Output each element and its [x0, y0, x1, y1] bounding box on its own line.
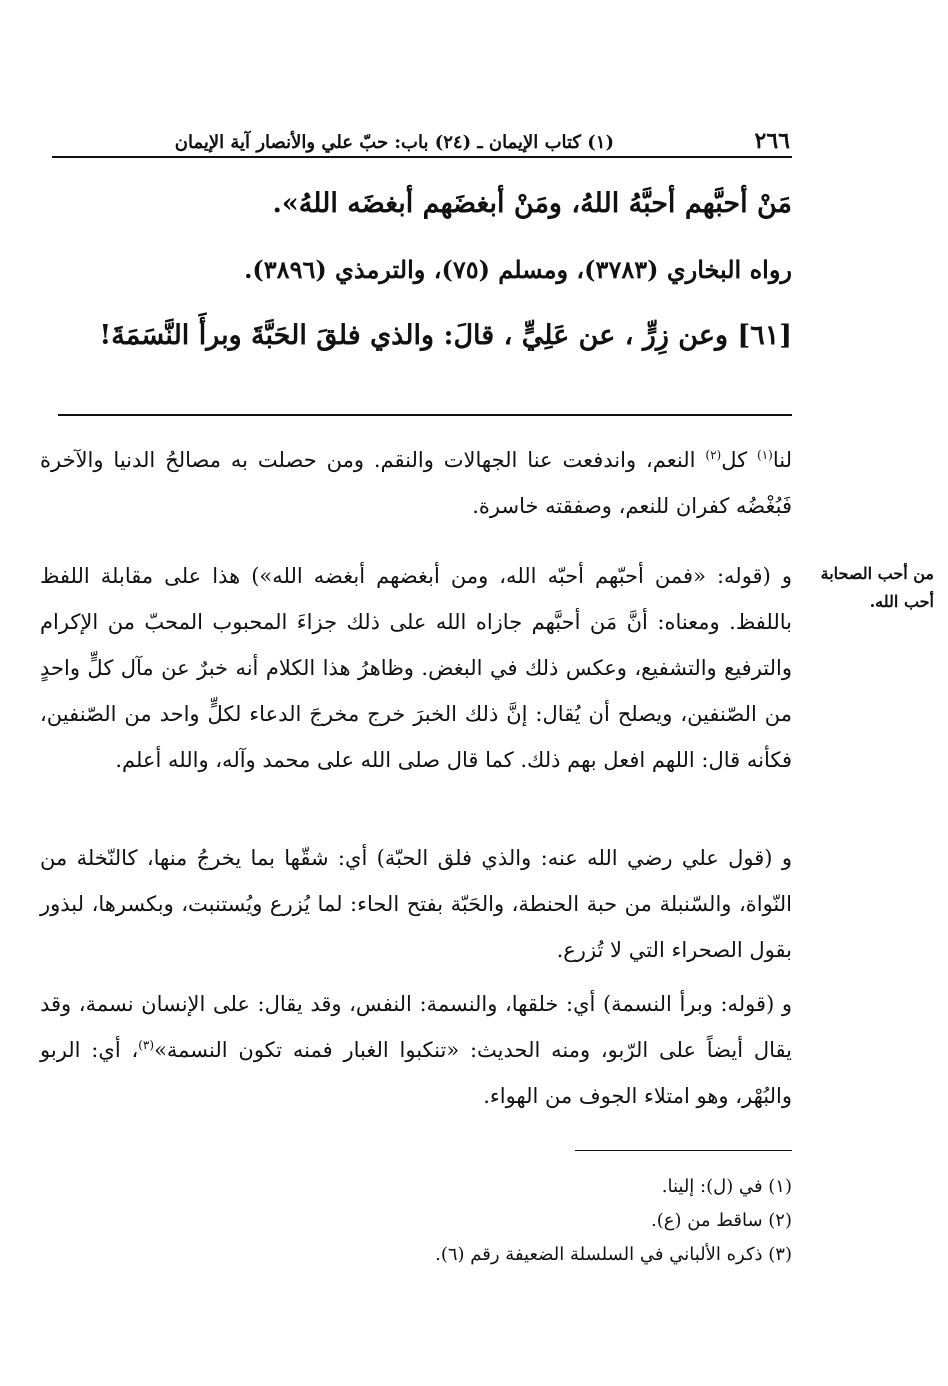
- page-number: ٢٦٦: [754, 128, 790, 154]
- commentary-paragraph-4: [40, 981, 792, 1119]
- hadith-line-1: مَنْ أحبَّهم أحبَّهُ اللهُ، ومَنْ أبغضَهم أبغضَه اللهُ».: [272, 188, 792, 219]
- hadith-61-opening: [٦١] وعن زِرٍّ ، عن عَلِيٍّ ، قالَ: والذي فلقَ الحَبَّةَ وبرأَ النَّسَمَةَ!: [99, 320, 792, 351]
- footnotes: [40, 1170, 792, 1272]
- footnote-divider: [575, 1150, 792, 1151]
- margin-note: من أحب الصحابة أحب الله.: [820, 564, 934, 611]
- footnote-ref-1: (١): [757, 448, 773, 462]
- p4-text-b: ، أي: الربو والبُهْر، وهو امتلاء الجوف من الهواء.: [40, 1038, 792, 1108]
- p1-text-b: كل: [721, 448, 758, 472]
- commentary-paragraph-1: [40, 437, 792, 529]
- footnote-ref-3: (٣): [138, 1038, 155, 1052]
- footnote-2: (٢) ساقط من (ع).: [651, 1210, 792, 1231]
- page-header: [52, 128, 790, 158]
- p1-text-a: لنا: [772, 448, 792, 472]
- hadith-citation: رواه البخاري (٣٧٨٣)، ومسلم (٧٥)، والترمذي (٣٨٩٦).: [244, 255, 792, 284]
- footnote-3: (٣) ذكره الألباني في السلسلة الضعيفة رقم (٦).: [435, 1244, 792, 1265]
- p1-text-c: النعم، واندفعت عنا الجهالات والنقم. ومن حصلت به مصالحُ الدنيا والآخرة فَبُغْضُه كفران للنعم، وصفقته خاسرة.: [40, 448, 792, 518]
- footnote-1: (١) في (ل): إلينا.: [661, 1176, 792, 1197]
- section-divider: [58, 414, 792, 416]
- header-divider: [52, 156, 792, 158]
- commentary-paragraph-2: و (قوله: «فمن أحبّهم أحبّه الله، ومن أبغضهم أبغضه الله») هذا على مقابلة اللفظ باللفظ. ومعناه: أنَّ مَن أحبَّهم جازاه الله على ذلك جزاءَ المحبوب المحبّ من الإكرام والترفيع والتشفيع، وعكس ذلك في البغض. وظاهرُ هذا الكلام أنه خبرٌ عن مآل كلٍّ واحدٍ من الصّنفين، ويصلح أن يُقال: إنَّ ذلك الخبرَ خرج مخرجَ الدعاء لكلٍّ واحد من الصّنفين، فكأنه قال: اللهم افعل بهم ذلك. كما قال صلى الله على محمد وآله، والله أعلم.: [40, 564, 792, 772]
- running-title: (١) كتاب الإيمان ـ (٢٤) باب: حبّ علي والأنصار آية الإيمان: [174, 132, 614, 153]
- commentary-paragraph-3: و (قول علي رضي الله عنه: والذي فلق الحبّة) أي: شقّها بما يخرجُ منها، كالنّخلة من النّواة، والسّنبلة من حبة الحنطة، والحَبّة بفتح الحاء: لما يُزرع ويُستنبت، وبكسرها، لبذور بقول الصحراء التي لا تُزرع.: [40, 846, 792, 962]
- footnote-ref-2: (٢): [705, 448, 722, 462]
- p4-text-a: و (قوله: وبرأ النسمة) أي: خلقها، والنسمة: النفس، وقد يقال: على الإنسان نسمة، وقد يقال أيضاً على الرّبو، ومنه الحديث: «تنكبوا الغبار فمنه تكون النسمة»: [40, 992, 792, 1062]
